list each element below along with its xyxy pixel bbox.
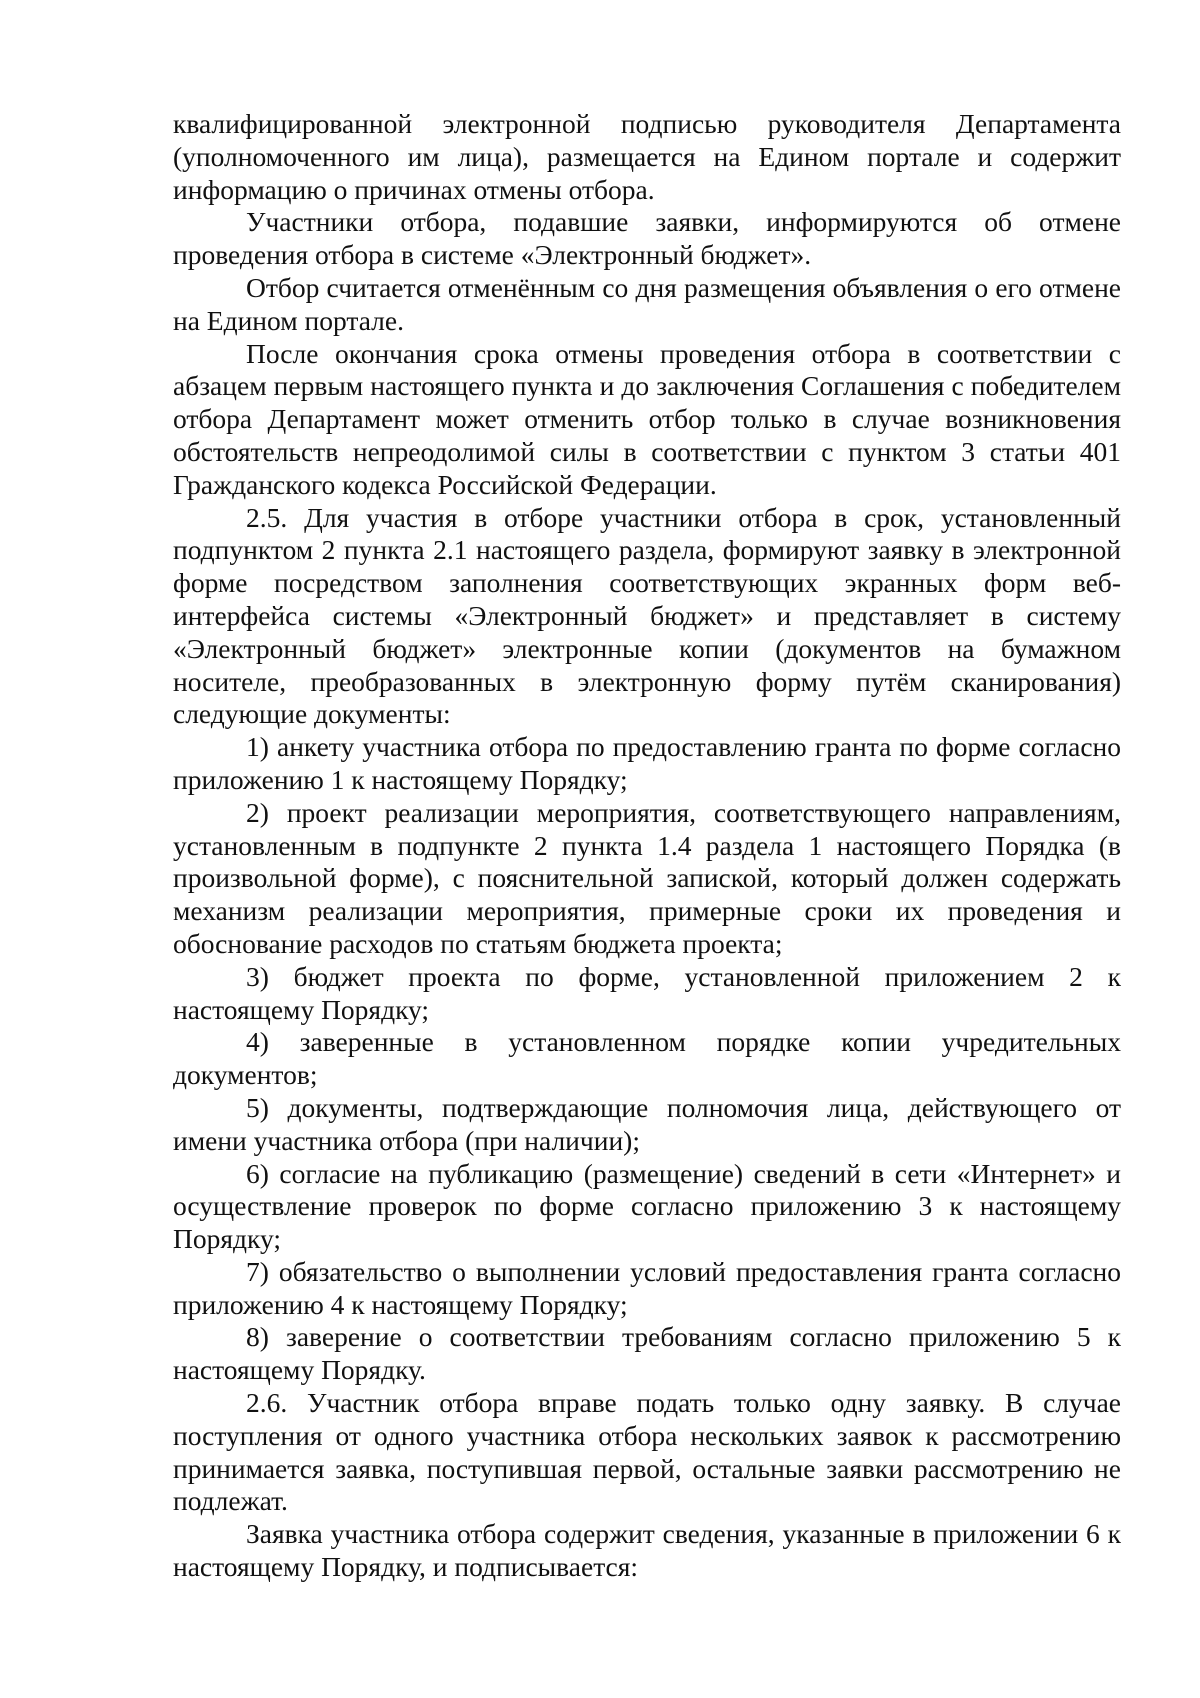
document-page xyxy=(173,108,1121,1584)
list-item-7-obligation: 7) обязательство о выполнении условий предоставления гранта согласно приложению 4 к настоящему Порядку; xyxy=(173,1255,1121,1320)
list-item-8-assurance: 8) заверение о соответствии требованиям согласно приложению 5 к настоящему Порядку. xyxy=(173,1321,1121,1386)
paragraph-participants-informed: Участники отбора, подавшие заявки, информируются об отмене проведения отбора в системе «Электронный бюджет». xyxy=(173,206,1121,271)
list-item-2-project: 2) проект реализации мероприятия, соответствующего направлениям, установленным в подпункте 2 пункта 1.4 раздела 1 настоящего Порядка (в произвольной форме), с пояснительной запиской, который должен содержать механизм реализации мероприятия, примерные сроки их проведения и обоснование расходов по статьям бюджета проекта; xyxy=(173,796,1121,959)
paragraph-cancellation-date: Отбор считается отменённым со дня размещения объявления о его отмене на Едином портале. xyxy=(173,271,1121,336)
paragraph-force-majeure: После окончания срока отмены проведения отбора в соответствии с абзацем первым настоящего пункта и до заключения Соглашения с победителем отбора Департамент может отменить отбор только в случае возникновения обстоятельств непреодолимой силы в соответствии с пунктом 3 статьи 401 Гражданского кодекса Российской Федерации. xyxy=(173,337,1121,500)
paragraph-section-2-6: 2.6. Участник отбора вправе подать только одну заявку. В случае поступления от одного участника отбора нескольких заявок к рассмотрению принимается заявка, поступившая первой, остальные заявки рассмотрению не подлежат. xyxy=(173,1387,1121,1517)
paragraph-section-2-5: 2.5. Для участия в отборе участники отбора в срок, установленный подпунктом 2 пункта 2.1 настоящего раздела, формируют заявку в электронной форме посредством заполнения соответствующих экранных форм веб-интерфейса системы «Электронный бюджет» и представляет в систему «Электронный бюджет» электронные копии (документов на бумажном носителе, преобразованных в электронную форму путём сканирования) следующие документы: xyxy=(173,501,1121,730)
paragraph-signature-info: квалифицированной электронной подписью руководителя Департамента (уполномоченного им лица), размещается на Едином портале и содержит информацию о причинах отмены отбора. xyxy=(173,108,1121,205)
list-item-1-questionnaire: 1) анкету участника отбора по предоставлению гранта по форме согласно приложению 1 к настоящему Порядку; xyxy=(173,731,1121,795)
list-item-5-authority-docs: 5) документы, подтверждающие полномочия лица, действующего от имени участника отбора (при наличии); xyxy=(173,1091,1121,1156)
list-item-4-founding-docs: 4) заверенные в установленном порядке копии учредительных документов; xyxy=(173,1026,1121,1091)
list-item-3-budget: 3) бюджет проекта по форме, установленной приложением 2 к настоящему Порядку; xyxy=(173,960,1121,1025)
list-item-6-consent: 6) согласие на публикацию (размещение) сведений в сети «Интернет» и осуществление проверок по форме согласно приложению 3 к настоящему Порядку; xyxy=(173,1157,1121,1255)
paragraph-application-contents: Заявка участника отбора содержит сведения, указанные в приложении 6 к настоящему Порядку, и подписывается: xyxy=(173,1518,1121,1583)
